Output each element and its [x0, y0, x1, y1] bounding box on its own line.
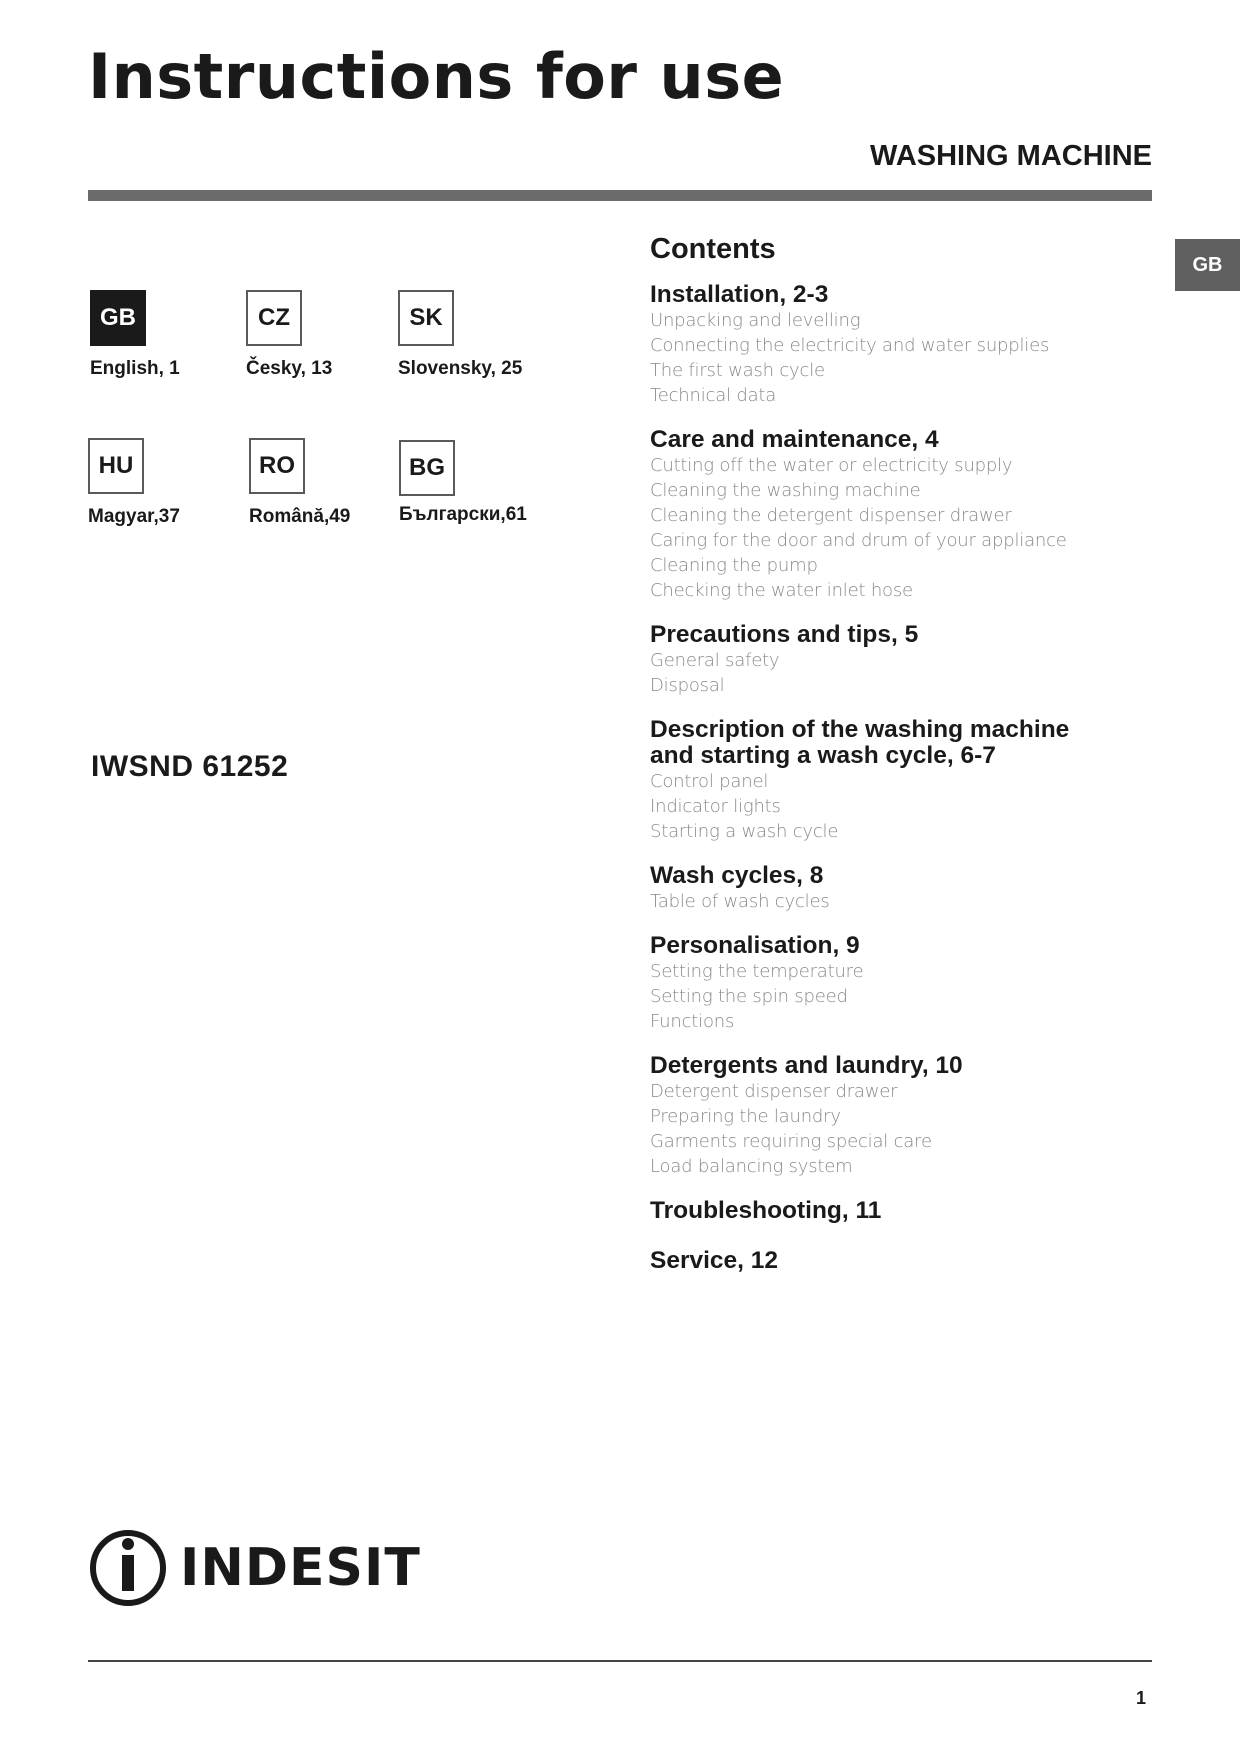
- document-title: Instructions for use: [88, 40, 785, 113]
- toc-item: Starting a wash cycle: [650, 821, 839, 842]
- language-code-box: SK: [398, 290, 454, 346]
- toc-section-personalisation: [650, 933, 1150, 1034]
- header-divider: [88, 190, 1152, 201]
- toc-heading[interactable]: Troubleshooting, 11: [650, 1197, 882, 1224]
- toc-heading[interactable]: Wash cycles, 8: [650, 862, 824, 889]
- language-code-box: GB: [90, 290, 146, 346]
- toc-heading[interactable]: Personalisation, 9: [650, 932, 860, 959]
- toc-item: The first wash cycle: [650, 360, 825, 381]
- product-type: WASHING MACHINE: [870, 140, 1152, 172]
- toc-item: Setting the temperature: [650, 961, 864, 982]
- toc-item: Table of wash cycles: [650, 891, 830, 912]
- language-label: Magyar,37: [88, 506, 180, 527]
- toc-section-troubleshooting: [650, 1198, 1150, 1224]
- language-code-box: RO: [249, 438, 305, 494]
- toc-item: Disposal: [650, 675, 725, 696]
- toc-item: Setting the spin speed: [650, 986, 848, 1007]
- toc-heading[interactable]: Installation, 2-3: [650, 281, 829, 308]
- toc-heading[interactable]: Description of the washing machine: [650, 716, 1070, 743]
- toc-item: Caring for the door and drum of your appliance: [650, 530, 1067, 551]
- toc-item: General safety: [650, 650, 780, 671]
- table-of-contents: [650, 233, 1150, 1293]
- toc-section-precautions: [650, 622, 1150, 698]
- toc-item: Unpacking and levelling: [650, 310, 861, 331]
- toc-section-care: [650, 427, 1150, 603]
- language-label: Slovensky, 25: [398, 358, 523, 379]
- toc-heading[interactable]: Detergents and laundry, 10: [650, 1052, 963, 1079]
- language-code-box: CZ: [246, 290, 302, 346]
- indesit-logo: [88, 1528, 421, 1608]
- toc-item: Control panel: [650, 771, 769, 792]
- toc-section-description: [650, 717, 1150, 844]
- contents-title: Contents: [650, 233, 776, 265]
- toc-section-installation: [650, 282, 1150, 408]
- toc-section-wash-cycles: [650, 863, 1150, 914]
- language-label: English, 1: [90, 358, 180, 379]
- toc-item: Preparing the laundry: [650, 1106, 841, 1127]
- toc-heading[interactable]: Service, 12: [650, 1247, 779, 1274]
- footer-divider: [88, 1660, 1152, 1662]
- toc-item: Cutting off the water or electricity supply: [650, 455, 1013, 476]
- language-bg[interactable]: [399, 440, 579, 526]
- language-label: Български,61: [399, 504, 527, 525]
- language-hu[interactable]: [88, 438, 268, 528]
- language-code-box: HU: [88, 438, 144, 494]
- toc-item: Garments requiring special care: [650, 1131, 932, 1152]
- toc-item: Cleaning the detergent dispenser drawer: [650, 505, 1012, 526]
- model-number: IWSND 61252: [91, 750, 289, 783]
- language-sk[interactable]: [398, 290, 578, 380]
- toc-item: Indicator lights: [650, 796, 781, 817]
- toc-item: Detergent dispenser drawer: [650, 1081, 898, 1102]
- toc-item: Functions: [650, 1011, 735, 1032]
- brand-name: INDESIT: [180, 1538, 421, 1598]
- language-label: Česky, 13: [246, 358, 333, 379]
- info-circle-icon: [88, 1528, 168, 1608]
- page-number: 1: [1135, 1688, 1146, 1708]
- toc-heading[interactable]: Precautions and tips, 5: [650, 621, 919, 648]
- language-label: Română,49: [249, 506, 351, 527]
- toc-item: Checking the water inlet hose: [650, 580, 913, 601]
- toc-section-detergents: [650, 1053, 1150, 1179]
- toc-item: Technical data: [650, 385, 777, 406]
- toc-item: Connecting the electricity and water supplies: [650, 335, 1050, 356]
- language-side-tab: GB: [1175, 239, 1240, 291]
- toc-section-service: [650, 1248, 1150, 1274]
- toc-item: Cleaning the washing machine: [650, 480, 921, 501]
- toc-heading[interactable]: Care and maintenance, 4: [650, 426, 939, 453]
- toc-item: Load balancing system: [650, 1156, 853, 1177]
- language-code-box: BG: [399, 440, 455, 496]
- toc-item: Cleaning the pump: [650, 555, 818, 576]
- toc-heading-continued[interactable]: and starting a wash cycle, 6-7: [650, 742, 996, 769]
- language-gb[interactable]: [90, 290, 270, 380]
